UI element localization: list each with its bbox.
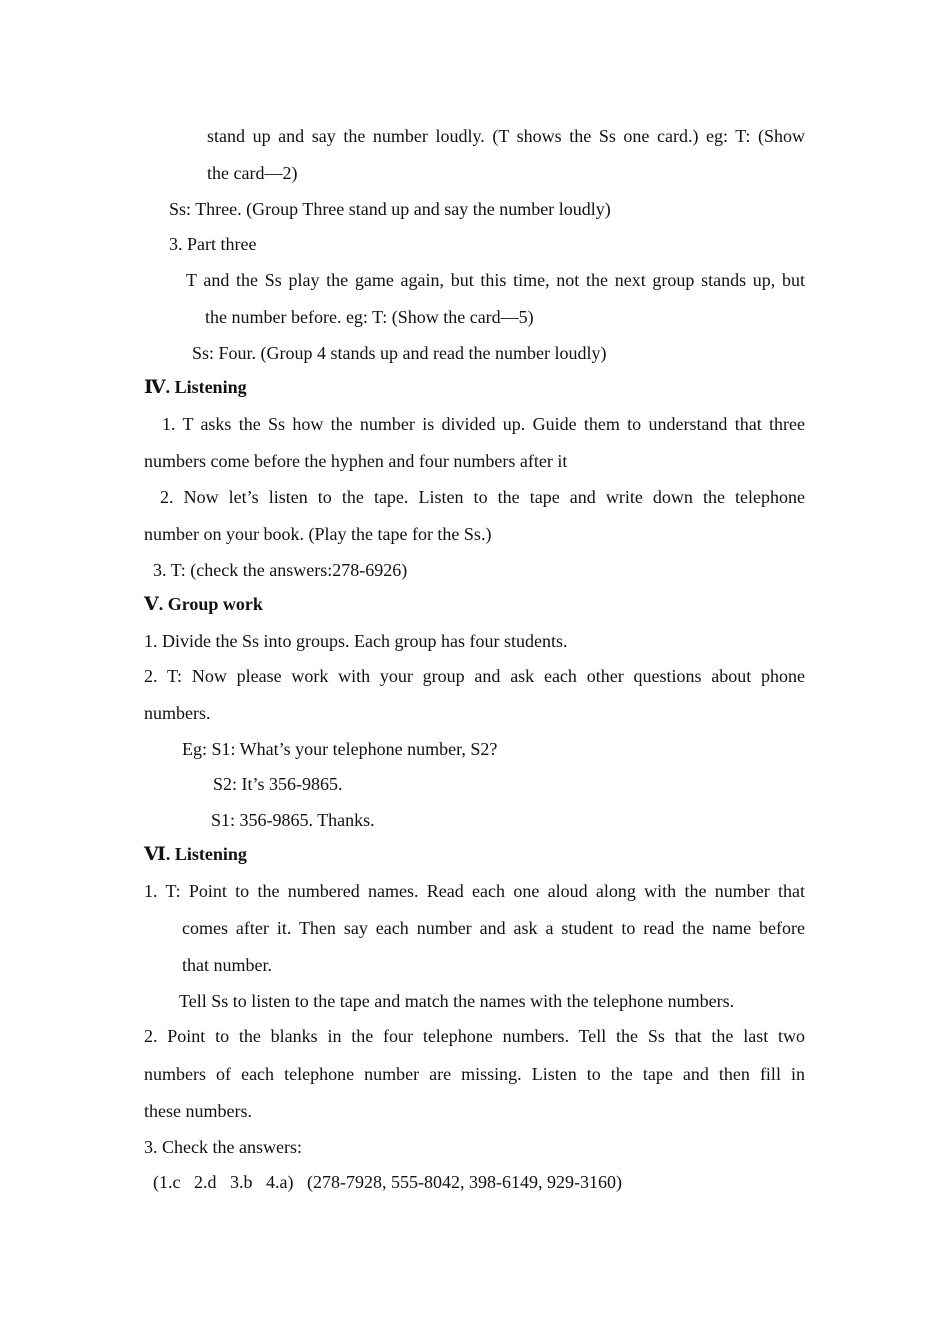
body-text-line: numbers of each telephone number are missing. Listen to the tape and then fill in — [144, 1064, 805, 1084]
answers-line: (1.c 2.d 3.b 4.a) (278-7928, 555-8042, 398-6149, 929-3160) — [153, 1172, 622, 1192]
body-text-line: 1. T: Point to the numbered names. Read each one aloud along with the number that — [144, 881, 805, 901]
body-text-line: these numbers. — [144, 1101, 252, 1121]
body-text-line: Eg: S1: What’s your telephone number, S2? — [182, 739, 498, 759]
body-text-line: 1. T asks the Ss how the number is divided up. Guide them to understand that three — [162, 414, 805, 434]
body-text-line: 3. Check the answers: — [144, 1137, 302, 1157]
body-text-line: 3. T: (check the answers:278-6926) — [153, 560, 408, 580]
body-text-line: the card—2) — [207, 163, 298, 183]
roman-numeral: Ⅳ — [144, 377, 166, 398]
body-text-line: 3. Part three — [169, 234, 257, 254]
body-text-line: the number before. eg: T: (Show the card—5) — [205, 307, 534, 327]
body-text-line: comes after it. Then say each number and ask a student to read the name before — [182, 918, 805, 938]
section-heading-listening-2 — [144, 844, 247, 867]
roman-numeral: Ⅴ — [144, 594, 159, 615]
section-title: . Group work — [158, 594, 263, 614]
body-text-line: stand up and say the number loudly. (T shows the Ss one card.) eg: T: (Show — [207, 126, 805, 146]
section-heading-group-work — [144, 594, 263, 617]
body-text-line: S1: 356-9865. Thanks. — [211, 810, 375, 830]
body-text-line: S2: It’s 356-9865. — [213, 774, 343, 794]
body-text-line: 2. Now let’s listen to the tape. Listen to the tape and write down the telephone — [160, 487, 805, 507]
body-text-line: Ss: Four. (Group 4 stands up and read the number loudly) — [192, 343, 607, 363]
section-heading-listening — [144, 377, 247, 400]
body-text-line: 2. Point to the blanks in the four telephone numbers. Tell the Ss that the last two — [144, 1026, 805, 1046]
section-title: . Listening — [165, 844, 247, 864]
body-text-line: Ss: Three. (Group Three stand up and say the number loudly) — [169, 199, 611, 219]
body-text-line: numbers. — [144, 703, 211, 723]
body-text-line: numbers come before the hyphen and four numbers after it — [144, 451, 568, 471]
section-title: . Listening — [165, 377, 247, 397]
body-text-line: Tell Ss to listen to the tape and match the names with the telephone numbers. — [179, 991, 735, 1011]
body-text-line: number on your book. (Play the tape for the Ss.) — [144, 524, 492, 544]
body-text-line: T and the Ss play the game again, but this time, not the next group stands up, but — [186, 270, 805, 290]
body-text-line: that number. — [182, 955, 272, 975]
roman-numeral: Ⅵ — [144, 844, 166, 865]
body-text-line: 1. Divide the Ss into groups. Each group has four students. — [144, 631, 568, 651]
body-text-line: 2. T: Now please work with your group and ask each other questions about phone — [144, 666, 805, 686]
